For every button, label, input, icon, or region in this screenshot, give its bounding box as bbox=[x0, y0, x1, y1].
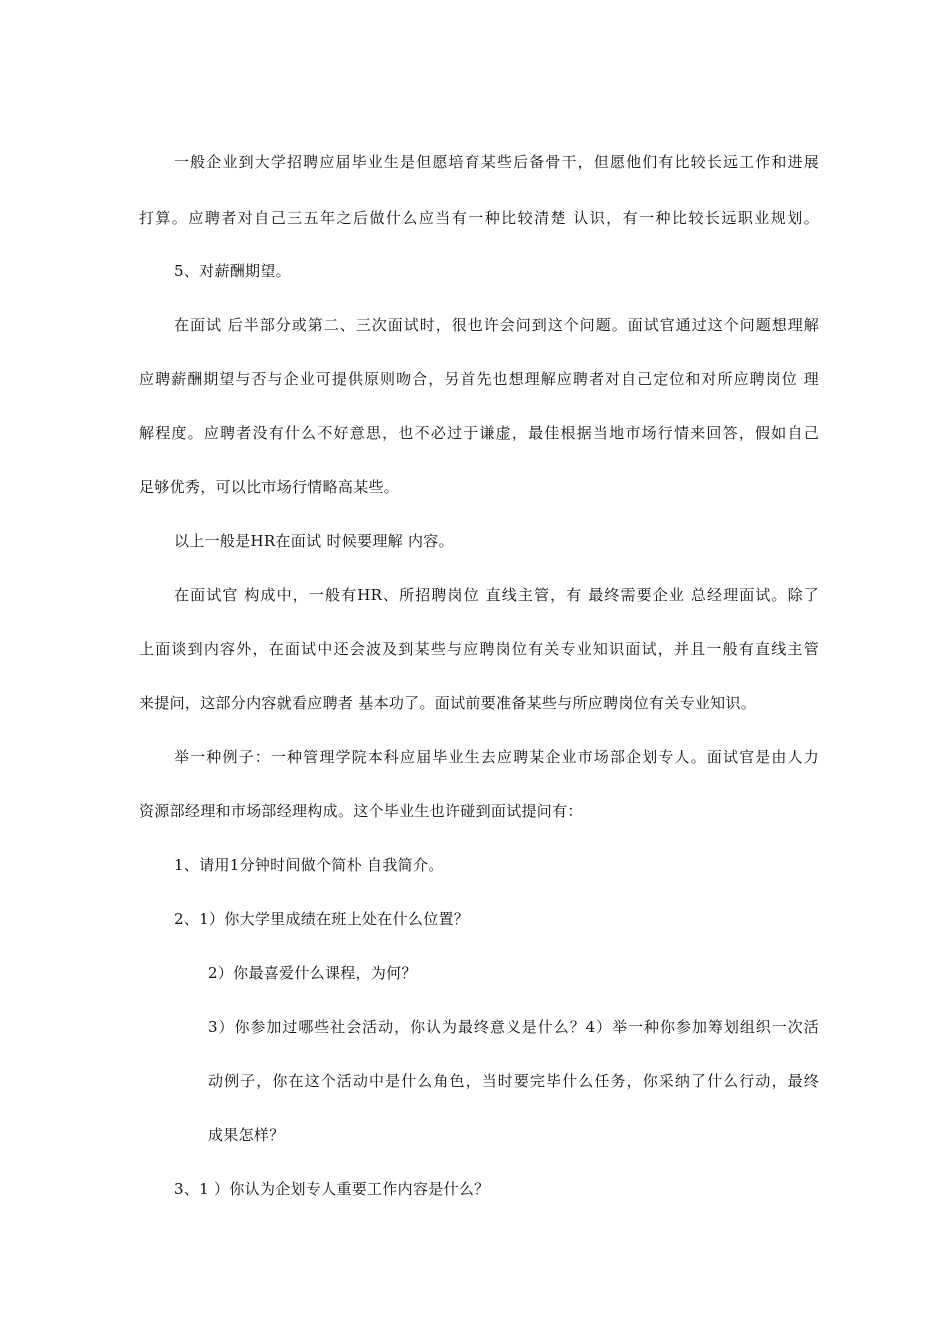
sub-question-item: 动例子，你在这个活动中是什么角色，当时要完毕什么任务，你采纳了什么行动，最终 bbox=[208, 1072, 819, 1090]
paragraph-line: 资源部经理和市场部经理构成。这个毕业生也许碰到面试提问有： bbox=[139, 802, 583, 820]
paragraph-line: 在面试 后半部分或第二、三次面试时，很也许会问到这个问题。面试官通过这个问题想理解 bbox=[174, 316, 819, 334]
sub-question-item: 2）你最喜爱什么课程，为何？ bbox=[208, 964, 417, 982]
question-item: 3、1 ）你认为企划专人重要工作内容是什么？ bbox=[174, 1180, 490, 1198]
question-item: 1、请用1分钟时间做个简朴 自我简介。 bbox=[174, 856, 444, 874]
question-item: 2、1）你大学里成绩在班上处在什么位置？ bbox=[174, 910, 470, 928]
paragraph-line: 在面试官 构成中，一般有HR、所招聘岗位 直线主管，有 最终需要企业 总经理面试。除了 bbox=[174, 586, 819, 604]
paragraph-line: 一般企业到大学招聘应届毕业生是但愿培育某些后备骨干，但愿他们有比较长远工作和进展 bbox=[174, 153, 819, 171]
paragraph-line: 足够优秀，可以比市场行情略高某些。 bbox=[139, 478, 400, 496]
paragraph-line: 打算。应聘者对自己三五年之后做什么应当有一种比较清楚 认识，有一种比较长远职业规划。 bbox=[139, 209, 819, 227]
sub-question-item: 成果怎样？ bbox=[208, 1126, 285, 1144]
paragraph-line: 来提问，这部分内容就看应聘者 基本功了。面试前要准备某些与所应聘岗位有关专业知识。 bbox=[139, 694, 757, 712]
paragraph-line: 应聘薪酬期望与否与企业可提供原则吻合，另首先也想理解应聘者对自己定位和对所应聘岗位 理 bbox=[139, 370, 819, 388]
paragraph-line: 以上一般是HR在面试 时候要理解 内容。 bbox=[174, 532, 454, 550]
paragraph-line: 举一种例子：一种管理学院本科应届毕业生去应聘某企业市场部企划专人。面试官是由人力 bbox=[174, 748, 819, 766]
paragraph-line: 上面谈到内容外，在面试中还会波及到某些与应聘岗位有关专业知识面试，并且一般有直线主管 bbox=[139, 640, 819, 658]
paragraph-line: 解程度。应聘者没有什么不好意思，也不必过于谦虚，最佳根据当地市场行情来回答，假如自己 bbox=[139, 424, 819, 442]
section-heading: 5、对薪酬期望。 bbox=[174, 262, 291, 280]
sub-question-item: 3）你参加过哪些社会活动，你认为最终意义是什么？4）举一种你参加筹划组织一次活 bbox=[208, 1018, 819, 1036]
